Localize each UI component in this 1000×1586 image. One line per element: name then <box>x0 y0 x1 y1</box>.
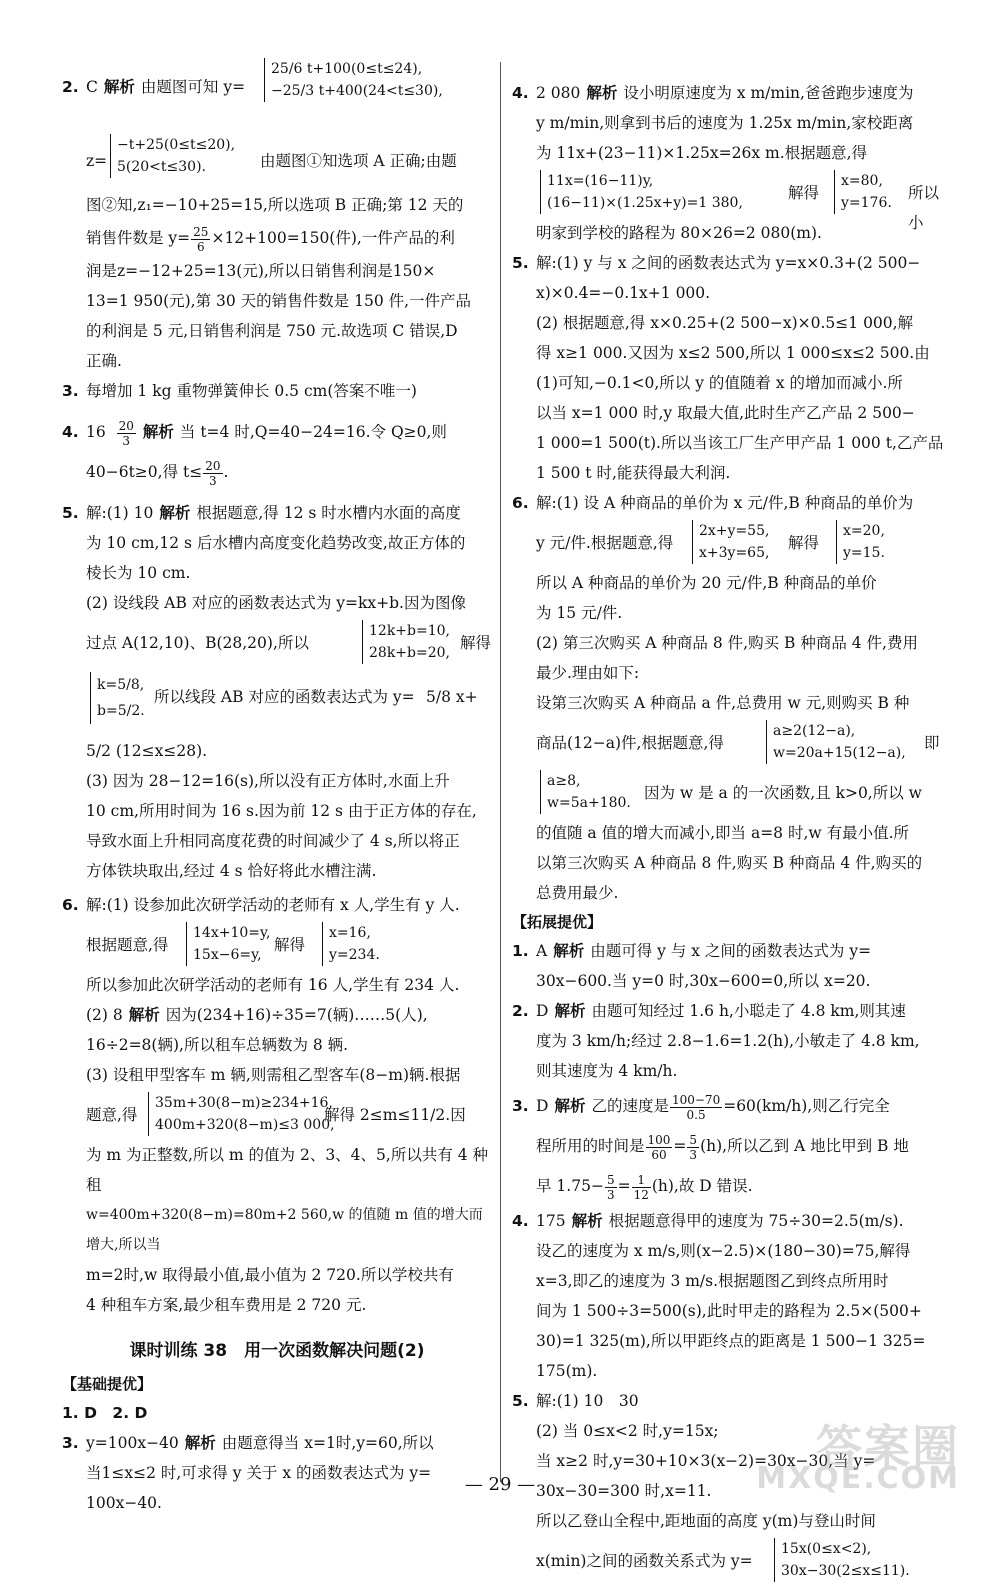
text-segment: −25/3 t+400(24<t≤30), <box>271 83 443 99</box>
text-segment: 正确. <box>86 352 122 370</box>
basic-question-3 <box>62 1428 492 1518</box>
text-segment: 早 1.75− <box>536 1177 604 1195</box>
text-segment: 5/2 (12≤x≤28). <box>86 742 208 760</box>
text-segment: 2x+y=55, <box>699 523 770 539</box>
text-segment: 3 <box>209 473 217 488</box>
text-segment: 6. <box>62 896 79 914</box>
text-segment: 28k+b=20, <box>369 645 450 661</box>
text-segment: 由题可得 y 与 x 之间的函数表达式为 y= <box>590 942 872 960</box>
text-segment: 当1≤x≤2 时,可求得 y 关于 x 的函数表达式为 y= <box>86 1464 432 1482</box>
text-segment: 解析 <box>586 84 618 102</box>
text-segment: 即 <box>924 734 940 752</box>
text-segment: 3. <box>512 1097 529 1115</box>
text-segment: MXQE.COM <box>756 1461 960 1496</box>
text-segment: 当 x≥2 时,y=30+10×3(x−2)=30x−30,当 y= <box>536 1452 876 1470</box>
text-segment: 3. <box>62 382 79 400</box>
text-segment: 4 种租车方案,最少租车费用是 2 720 元. <box>86 1296 367 1314</box>
text-segment: 解得 <box>788 534 820 552</box>
text-segment: 100−70 <box>671 1092 721 1107</box>
text-segment: 以第三次购买 A 种商品 8 件,购买 B 种商品 4 件,购买的 <box>536 854 923 872</box>
text-segment: x(min)之间的函数关系式为 y= <box>536 1552 753 1570</box>
text-segment: 30x−30=300 时,x=11. <box>536 1482 712 1500</box>
text-segment: 3 <box>606 1187 615 1202</box>
text-segment: 过点 A(12,10)、B(28,20),所以 <box>86 634 309 652</box>
text-segment: 根据题意,得 <box>86 936 169 954</box>
text-segment: 答案圈 <box>816 1420 960 1474</box>
text-segment: 因为 w 是 a 的一次函数,且 k>0,所以 w <box>644 784 922 802</box>
text-segment: 所以小 <box>908 184 940 232</box>
text-segment: 每增加 1 kg 重物弹簧伸长 0.5 cm(答案不唯一) <box>86 382 417 400</box>
text-segment: 因为(234+16)÷35=7(辆)……5(人), <box>165 1006 428 1024</box>
text-segment: (2) 当 0≤x<2 时,y=15x; <box>536 1422 719 1440</box>
text-segment: (2) 设线段 AB 对应的函数表达式为 y=kx+b.因为图像 <box>86 594 466 612</box>
text-segment: 的值随 a 值的增大而减小,即当 a=8 时,w 有最小值.所 <box>536 824 910 842</box>
section-title: 课时训练 38 用一次函数解决问题(2) <box>129 1341 425 1361</box>
question-5 <box>62 498 492 886</box>
text-segment: 0.5 <box>686 1107 706 1122</box>
text-segment: C <box>86 78 98 96</box>
text-segment: 30)=1 325(m),所以甲距终点的距离是 1 500−1 325= <box>536 1332 926 1350</box>
text-segment: 为 10 cm,12 s 后水槽内高度变化趋势改变,故正方体的 <box>86 534 466 552</box>
question-3 <box>62 376 492 406</box>
text-segment: . <box>223 463 229 481</box>
text-segment: 乙的速度是 <box>591 1097 669 1115</box>
text-segment: 解:(1) 设参加此次研学活动的老师有 x 人,学生有 y 人. <box>86 896 460 914</box>
text-segment: ×12+100=150(件),一件产品的利 <box>211 229 455 247</box>
text-segment: 3 <box>122 433 131 448</box>
text-segment: (3) 因为 28−12=16(s),所以没有正方体时,水面上升 <box>86 772 450 790</box>
text-segment: 5(20<t≤30). <box>117 159 206 175</box>
text-segment: 则其速度为 4 km/h. <box>536 1062 678 1080</box>
text-segment: 解得 <box>274 936 306 954</box>
text-segment: 的利润是 5 元,日销售利润是 750 元.故选项 C 错误,D <box>86 322 458 340</box>
text-segment: 10 cm,所用时间为 16 s.因为前 12 s 由于正方体的存在, <box>86 802 477 820</box>
text-segment: 以当 x=1 000 时,y 取最大值,此时生产乙产品 2 500− <box>536 404 915 422</box>
question-4 <box>62 412 492 492</box>
text-segment: 解析 <box>142 423 174 441</box>
text-segment: 40−6t≥0,得 t≤ <box>86 463 203 481</box>
text-segment: A <box>536 942 548 960</box>
text-segment: 175(m). <box>536 1362 598 1380</box>
text-segment: = <box>673 1137 687 1155</box>
text-segment: 根据题意,得 12 s 时水槽内水面的高度 <box>196 504 461 522</box>
text-segment: z= <box>86 152 108 170</box>
text-segment: 5 <box>689 1132 698 1147</box>
text-segment: 20 <box>118 418 134 433</box>
text-segment: 6 <box>196 239 205 254</box>
text-segment: 60 <box>651 1147 667 1162</box>
text-segment: 由题可知经过 1.6 h,小聪走了 4.8 km,则其速 <box>591 1002 906 1020</box>
text-segment: 1 000=1 500(t).所以当该工厂生产甲产品 1 000 t,乙产品 <box>536 434 944 452</box>
text-segment: 由题图可知 y= <box>140 78 246 96</box>
text-segment: 3. <box>62 1434 79 1452</box>
piecewise-y <box>264 58 443 102</box>
extension-heading: 【拓展提优】 <box>512 913 603 931</box>
text-segment: (1)可知,−0.1<0,所以 y 的值随着 x 的增加而减小.所 <box>536 374 903 392</box>
text-segment: 解得 <box>788 184 820 202</box>
piecewise-y <box>774 1538 910 1582</box>
text-segment: 解:(1) 10 30 <box>536 1392 639 1410</box>
text-segment: 设第三次购买 A 种商品 a 件,总费用 w 元,则购买 B 种 <box>536 694 910 712</box>
text-segment: 解析 <box>184 1434 216 1452</box>
text-segment: 解:(1) 设 A 种商品的单价为 x 元/件,B 种商品的单价为 <box>536 494 914 512</box>
question-r4 <box>512 78 944 248</box>
text-segment: 根据题意得甲的速度为 75÷30=2.5(m/s). <box>608 1212 904 1230</box>
text-segment: 销售件数是 y= <box>86 229 191 247</box>
text-segment: 1. D 2. D <box>62 1404 148 1422</box>
text-segment: 所以参加此次研学活动的老师有 16 人,学生有 234 人. <box>86 976 460 994</box>
text-segment: 为 11x+(23−11)×1.25x=26x m.根据题意,得 <box>536 144 868 162</box>
text-segment: 最少.理由如下: <box>536 664 640 682</box>
text-segment: 100 <box>647 1132 671 1147</box>
text-segment: 30x−600.当 y=0 时,30x−600=0,所以 x=20. <box>536 972 871 990</box>
text-segment: 由题图①知选项 A 正确;由题 <box>260 152 457 170</box>
text-segment: 2. <box>62 78 79 96</box>
left-column <box>62 58 492 1518</box>
text-segment: 总费用最少. <box>536 884 619 902</box>
text-segment: x=20, <box>843 523 885 539</box>
text-segment: 5/8 x+ <box>426 688 478 706</box>
question-r6 <box>512 488 944 908</box>
text-segment: 5. <box>512 254 529 272</box>
text-segment: =60(km/h),则乙行完全 <box>723 1097 890 1115</box>
text-segment: 所以乙登山全程中,距地面的高度 y(m)与登山时间 <box>536 1512 876 1530</box>
text-segment: 为 m 为正整数,所以 m 的值为 2、3、4、5,所以共有 4 种租 <box>86 1146 489 1194</box>
ext-question-3 <box>512 1086 944 1206</box>
text-segment: 解:(1) y 与 x 之间的函数表达式为 y=x×0.3+(2 500− <box>536 254 921 272</box>
text-segment: x)×0.4=−0.1x+1 000. <box>536 284 711 302</box>
text-segment: 5. <box>512 1392 529 1410</box>
text-segment: (h),所以乙到 A 地比甲到 B 地 <box>700 1137 909 1155</box>
text-segment: 度为 3 km/h;经过 2.8−1.6=1.2(h),小敏走了 4.8 km, <box>536 1032 920 1050</box>
text-segment: k=5/8, <box>97 677 145 693</box>
question-2 <box>62 58 492 376</box>
text-segment: 4. <box>512 1212 529 1230</box>
text-segment: 4. <box>512 84 529 102</box>
text-segment: 20 <box>205 458 221 473</box>
text-segment: 解得 2≤m≤11/2.因 <box>324 1106 466 1124</box>
text-segment: (2) 8 <box>86 1006 123 1024</box>
text-segment: 导致水面上升相同高度花费的时间减少了 4 s,所以将正 <box>86 832 460 850</box>
right-column <box>512 78 944 1586</box>
text-segment: m=2时,w 取得最小值,最小值为 2 720.所以学校共有 <box>86 1266 454 1284</box>
ext-question-4 <box>512 1206 944 1386</box>
text-segment: −t+25(0≤t≤20), <box>117 137 236 153</box>
text-segment: 设小明原速度为 x m/min,爸爸跑步速度为 <box>623 84 914 102</box>
text-segment: 解:(1) 10 <box>86 504 154 522</box>
text-segment: 由题意得当 x=1时,y=60,所以 <box>221 1434 434 1452</box>
text-segment: 解析 <box>159 504 191 522</box>
text-segment: 4. <box>62 423 79 441</box>
text-segment: 11x=(16−11)y, <box>547 173 654 189</box>
text-segment: D <box>536 1097 549 1115</box>
text-segment: w=400m+320(8−m)=80m+2 560,w 的值随 m 值的增大而增大,所以当 <box>86 1207 483 1253</box>
ext-question-2 <box>512 996 944 1086</box>
text-segment: 5 <box>606 1172 615 1187</box>
text-segment: 25 <box>193 224 209 239</box>
text-segment: 得 x≥1 000.又因为 x≤2 500,所以 1 000≤x≤2 500.由 <box>536 344 930 362</box>
text-segment: 方体铁块取出,经过 4 s 恰好将此水槽注满. <box>86 862 377 880</box>
text-segment: (16−11)×(1.25x+y)=1 380, <box>547 195 743 211</box>
text-segment: 400m+320(8−m)≤3 000, <box>155 1117 335 1133</box>
text-segment: 所以线段 AB 对应的函数表达式为 y= <box>154 688 415 706</box>
text-segment: 程所用的时间是 <box>536 1137 645 1155</box>
text-segment: y 元/件.根据题意,得 <box>536 534 674 552</box>
text-segment: 解得 <box>460 634 492 652</box>
text-segment: y=234. <box>329 947 380 963</box>
text-segment: w=5a+180. <box>547 795 631 811</box>
text-segment: 棱长为 10 cm. <box>86 564 191 582</box>
text-segment: 12 <box>633 1187 649 1202</box>
text-segment: x=16, <box>329 925 371 941</box>
text-segment: x=3,即乙的速度为 3 m/s.根据题图乙到终点所用时 <box>536 1272 889 1290</box>
fraction <box>670 1093 722 1122</box>
ext-question-1 <box>512 936 944 996</box>
text-segment: 设乙的速度为 x m/s,则(x−2.5)×(180−30)=75,解得 <box>536 1242 911 1260</box>
text-segment: x+3y=65, <box>699 545 770 561</box>
text-segment: 14x+10=y, <box>193 925 271 941</box>
text-segment: a≥8, <box>547 773 581 789</box>
column-divider <box>500 62 501 1482</box>
text-segment: (h),故 D 错误. <box>651 1177 753 1195</box>
text-segment: 所以 A 种商品的单价为 20 元/件,B 种商品的单价 <box>536 574 877 592</box>
page-number: — 29 — <box>464 1474 536 1495</box>
text-segment: a≥2(12−a), <box>773 723 856 739</box>
text-segment: 为 15 元/件. <box>536 604 623 622</box>
text-segment: 16 <box>86 423 106 441</box>
text-segment: 商品(12−a)件,根据题意,得 <box>536 734 724 752</box>
text-segment: 间为 1 500÷3=500(s),此时甲走的路程为 2.5×(500+ <box>536 1302 922 1320</box>
fraction <box>191 225 210 254</box>
text-segment: 25/6 t+100(0≤t≤24), <box>271 61 423 77</box>
text-segment: 解析 <box>128 1006 160 1024</box>
question-r5 <box>512 248 944 488</box>
text-segment: 1 500 t 时,能获得最大利润. <box>536 464 731 482</box>
text-segment: 解析 <box>103 78 135 96</box>
text-segment: (2) 第三次购买 A 种商品 8 件,购买 B 种商品 4 件,费用 <box>536 634 918 652</box>
text-segment: (2) 根据题意,得 x×0.25+(2 500−x)×0.5≤1 000,解 <box>536 314 914 332</box>
text-segment: 当 t=4 时,Q=40−24=16.令 Q≥0,则 <box>179 423 447 441</box>
basic-heading: 【基础提优】 <box>62 1375 153 1393</box>
text-segment: 12k+b=10, <box>369 623 450 639</box>
text-segment: 35m+30(8−m)≥234+16, <box>155 1095 333 1111</box>
text-segment: 1 <box>632 1173 651 1188</box>
text-segment: y=100x−40 <box>86 1434 179 1452</box>
text-segment: 16÷2=8(辆),所以租车总辆数为 8 辆. <box>86 1036 349 1054</box>
text-segment: 解析 <box>571 1212 603 1230</box>
text-segment: 15x(0≤x<2), <box>781 1541 872 1557</box>
text-segment: 5. <box>62 504 79 522</box>
text-segment: D <box>536 1002 549 1020</box>
text-segment: 解析 <box>554 1002 586 1020</box>
text-segment: 100x−40. <box>86 1494 162 1512</box>
text-segment: = <box>617 1177 631 1195</box>
text-segment: (3) 设租甲型客车 m 辆,则需租乙型客车(8−m)辆.根据 <box>86 1066 461 1084</box>
text-segment: y=15. <box>843 545 885 561</box>
text-segment: b=5/2. <box>97 703 145 719</box>
text-segment: 30x−30(2≤x≤11). <box>781 1563 910 1579</box>
text-segment: 175 <box>536 1212 566 1230</box>
text-segment: 2 080 <box>536 84 581 102</box>
text-segment: 解析 <box>553 942 585 960</box>
text-segment: w=20a+15(12−a), <box>773 745 906 761</box>
text-segment: 6. <box>512 494 529 512</box>
text-segment: 2. <box>512 1002 529 1020</box>
text-segment: y=176. <box>841 195 892 211</box>
text-segment: 图②知,z₁=−10+25=15,所以选项 B 正确;第 12 天的 <box>86 196 464 214</box>
basic-answers-1-2 <box>62 1398 492 1428</box>
text-segment: x=80, <box>841 173 883 189</box>
watermark-logo <box>756 1411 970 1501</box>
text-segment: 润是z=−12+25=13(元),所以日销售利润是150× <box>86 262 436 280</box>
question-6 <box>62 890 492 1320</box>
text-segment: 15x−6=y, <box>193 947 262 963</box>
text-segment: y m/min,则拿到书后的速度为 1.25x m/min,家校距离 <box>536 114 914 132</box>
text-segment: 13=1 950(元),第 30 天的销售件数是 150 件,一件产品 <box>86 292 472 310</box>
text-segment: 解析 <box>554 1097 586 1115</box>
text-segment: 明家到学校的路程为 80×26=2 080(m). <box>536 224 822 242</box>
piecewise-z <box>110 134 235 178</box>
text-segment: 3 <box>689 1147 698 1162</box>
text-segment: 题意,得 <box>86 1106 138 1124</box>
text-segment: 1. <box>512 942 529 960</box>
